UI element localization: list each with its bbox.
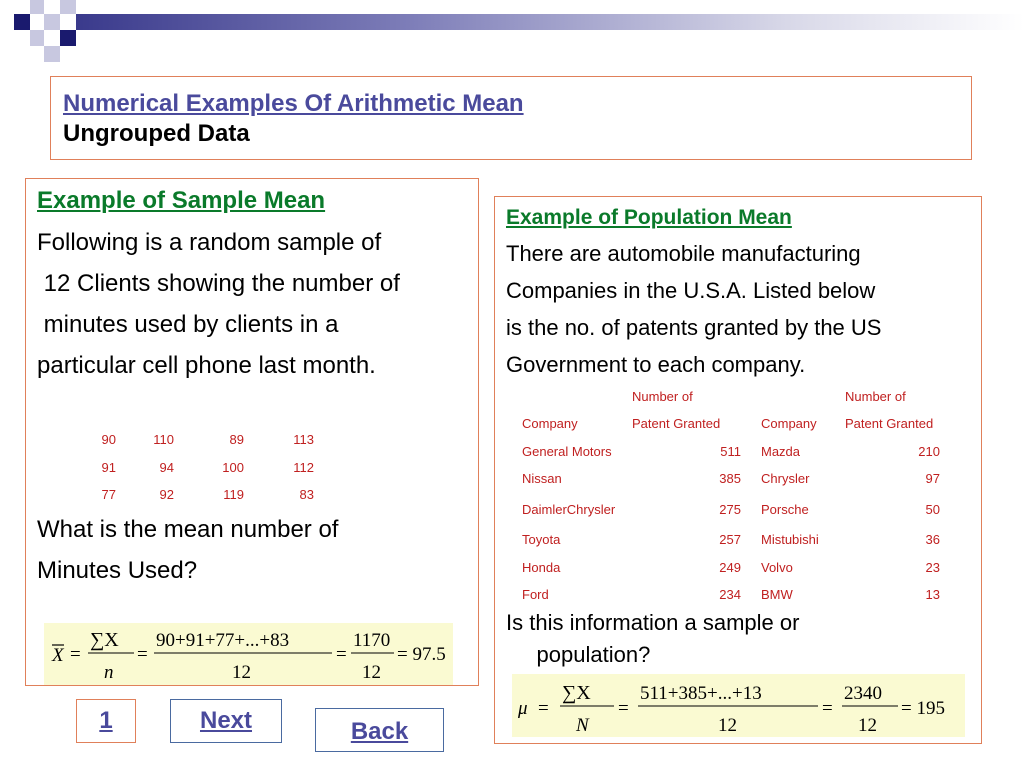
table-cell: 112 <box>293 459 314 475</box>
table-cell: 94 <box>159 459 174 475</box>
table-cell: 23 <box>925 559 940 575</box>
table-cell: 50 <box>925 501 940 517</box>
population-mean-formula <box>512 674 965 737</box>
table-cell: 119 <box>223 487 244 503</box>
table-header-cell: Number of <box>845 389 906 405</box>
formula-result: = 97.5 <box>397 644 446 665</box>
table-cell <box>741 526 761 553</box>
table-header-cell <box>741 410 761 437</box>
formula-equals: = <box>538 698 549 719</box>
table-cell: 234 <box>719 586 741 602</box>
table-cell: 210 <box>918 443 940 459</box>
population-mean-panel <box>494 196 982 744</box>
sample-question-line: Minutes Used? <box>37 557 198 584</box>
formula-equals: = <box>822 698 833 719</box>
table-header-cell: Number of <box>632 389 693 405</box>
deco-gradient-bar <box>76 14 1024 30</box>
back-button[interactable]: Back <box>315 708 444 752</box>
formula-total: 2340 <box>844 683 882 704</box>
deco-square <box>30 30 44 46</box>
table-cell: 92 <box>159 487 174 503</box>
table-cell: 36 <box>925 532 940 548</box>
patent-table <box>522 383 940 608</box>
sample-text-line: 12 Clients showing the number of <box>37 270 400 297</box>
table-cell <box>741 581 761 608</box>
table-header-cell: Patent Granted <box>845 416 934 432</box>
decorative-header <box>0 0 1024 64</box>
table-cell <box>741 438 761 465</box>
population-question-line: Is this information a sample or <box>506 610 800 635</box>
table-cell: 13 <box>925 586 940 602</box>
deco-square <box>60 0 76 14</box>
formula-count: 12 <box>718 715 737 736</box>
table-cell: 83 <box>299 487 314 503</box>
sample-data-table <box>86 426 314 509</box>
next-button[interactable]: Next <box>170 699 282 743</box>
formula-sum-expr: 511+385+...+13 <box>640 683 762 704</box>
sample-mean-formula <box>44 623 453 685</box>
table-row <box>522 492 940 526</box>
deco-square <box>44 14 60 30</box>
table-row <box>522 581 940 608</box>
formula-equals: = <box>336 644 347 665</box>
table-cell: Nissan <box>522 471 562 487</box>
formula-count: 12 <box>232 662 251 683</box>
table-header-cell: Company <box>522 416 578 432</box>
table-row <box>522 526 940 553</box>
table-cell: 275 <box>719 501 741 517</box>
population-text-line: Government to each company. <box>506 352 806 377</box>
formula-sigma: ∑X <box>562 682 591 704</box>
formula-equals: = <box>70 644 81 665</box>
formula-lhs: X <box>52 645 64 666</box>
formula-lhs: μ <box>518 698 528 719</box>
table-header-cell <box>761 383 845 410</box>
table-cell: 249 <box>719 559 741 575</box>
population-text-line: is the no. of patents granted by the US <box>506 315 882 340</box>
table-header-row <box>522 383 940 410</box>
formula-sum-expr: 90+91+77+...+83 <box>156 630 290 651</box>
deco-square <box>14 14 30 30</box>
page-subtitle: Ungrouped Data <box>63 120 250 147</box>
table-row <box>86 454 314 482</box>
table-cell: General Motors <box>522 443 612 459</box>
table-cell: 90 <box>101 432 116 448</box>
table-cell: 89 <box>229 432 244 448</box>
deco-square <box>60 30 76 46</box>
page-title: Numerical Examples Of Arithmetic Mean <box>63 90 524 117</box>
table-cell: DaimlerChrysler <box>522 501 616 517</box>
population-text-line: There are automobile manufacturing <box>506 241 861 266</box>
sample-text-line: minutes used by clients in a <box>37 311 339 338</box>
sample-text-line: Following is a random sample of <box>37 229 382 256</box>
formula-result: = 195 <box>901 698 945 719</box>
formula-total: 1170 <box>353 630 391 651</box>
table-row <box>522 438 940 465</box>
deco-square <box>44 46 60 62</box>
table-cell <box>741 553 761 580</box>
table-cell: Mazda <box>761 443 801 459</box>
page-number-button[interactable]: 1 <box>76 699 136 743</box>
table-cell: 97 <box>925 471 940 487</box>
table-header-cell: Company <box>761 416 817 432</box>
table-cell: Volvo <box>761 559 793 575</box>
table-cell: 77 <box>101 487 116 503</box>
table-cell: BMW <box>761 586 793 602</box>
formula-denominator: N <box>576 715 589 736</box>
table-cell: Ford <box>522 586 549 602</box>
table-row <box>86 481 314 509</box>
table-cell: Porsche <box>761 501 809 517</box>
table-row <box>522 553 940 580</box>
table-cell: Toyota <box>522 532 561 548</box>
sample-question-line: What is the mean number of <box>37 516 339 543</box>
title-box <box>50 76 972 160</box>
table-header-cell <box>522 383 632 410</box>
formula-count: 12 <box>858 715 877 736</box>
table-cell: 113 <box>293 432 314 448</box>
sample-text-line: particular cell phone last month. <box>37 352 376 379</box>
table-cell <box>741 465 761 492</box>
formula-denominator: n <box>104 662 114 683</box>
table-cell: 100 <box>222 459 244 475</box>
table-header-cell: Patent Granted <box>632 416 721 432</box>
table-cell: 257 <box>719 532 741 548</box>
table-header-row <box>522 410 940 437</box>
table-cell: Chrysler <box>761 471 810 487</box>
population-mean-heading: Example of Population Mean <box>506 206 792 229</box>
sample-mean-heading: Example of Sample Mean <box>37 187 326 214</box>
sample-mean-panel <box>25 178 479 686</box>
table-cell: 110 <box>153 432 174 448</box>
population-question-line: population? <box>506 642 651 667</box>
table-cell: Mistubishi <box>761 532 819 548</box>
formula-equals: = <box>137 644 148 665</box>
formula-count: 12 <box>362 662 381 683</box>
table-cell: 385 <box>719 471 741 487</box>
table-cell: Honda <box>522 559 561 575</box>
table-cell: 511 <box>720 443 741 459</box>
table-row <box>86 426 314 454</box>
formula-sigma: ∑X <box>90 629 119 651</box>
population-text-line: Companies in the U.S.A. Listed below <box>506 278 876 303</box>
table-cell: 91 <box>101 459 116 475</box>
formula-equals: = <box>618 698 629 719</box>
table-header-cell <box>741 383 761 410</box>
table-cell <box>741 492 761 526</box>
table-row <box>522 465 940 492</box>
deco-square <box>30 0 44 14</box>
